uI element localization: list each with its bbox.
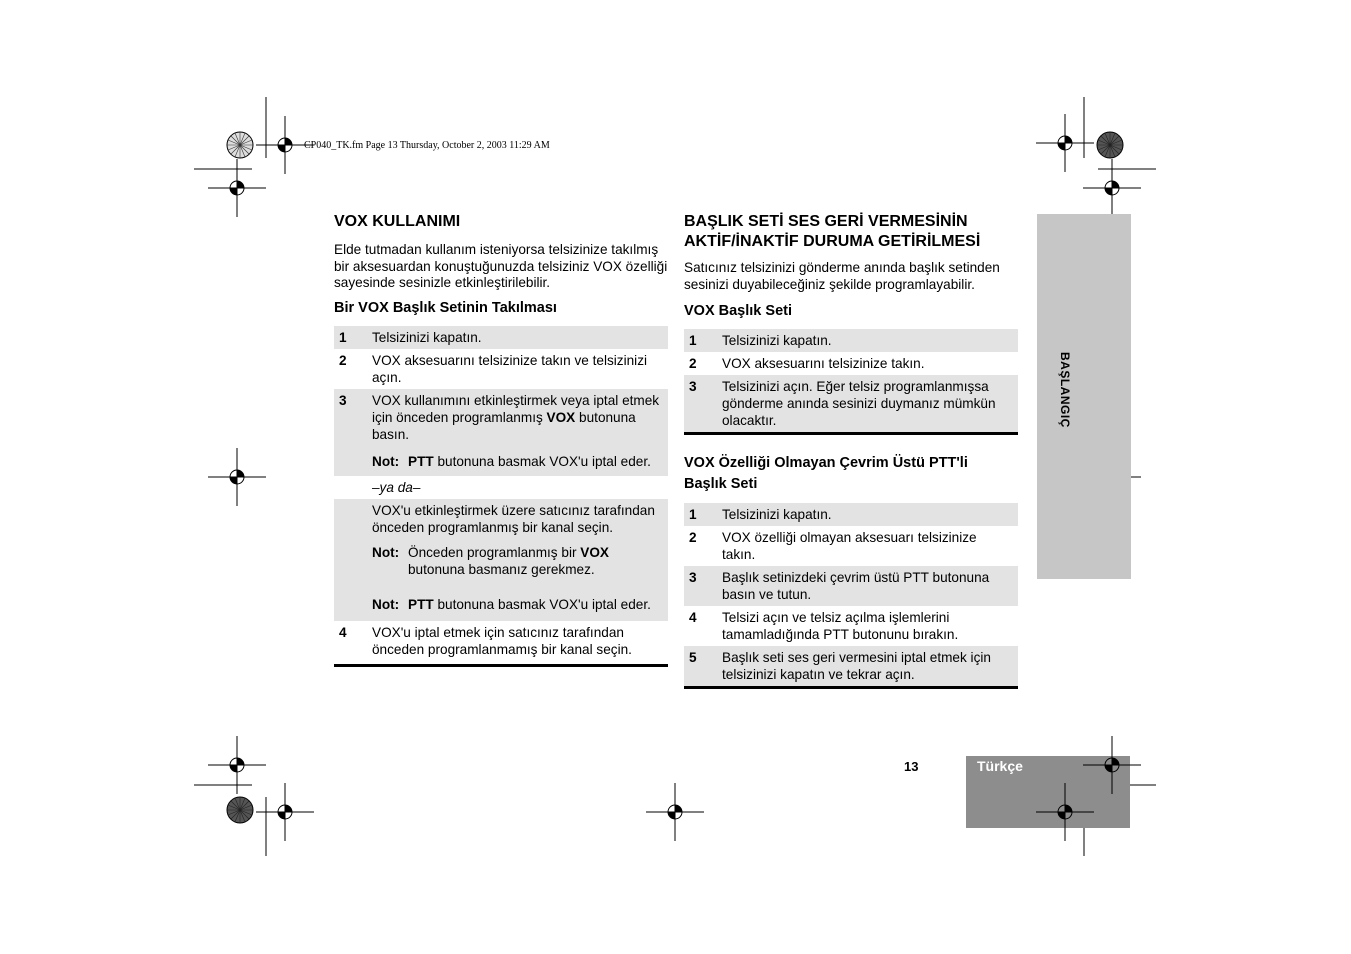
- step-number: 2: [689, 356, 697, 371]
- alt-text: VOX'u etkinleştirmek üzere satıcınız tarafından önceden programlanmış bir kanal seçin.: [372, 502, 655, 535]
- step-text: VOX aksesuarını telsizinize takın ve telsizinizi açın.: [372, 352, 648, 385]
- step-text: [372, 389, 668, 476]
- step-number: 3: [334, 389, 372, 476]
- note-text-part: butonuna basmak VOX'u iptal eder.: [433, 596, 651, 612]
- note-text: [408, 596, 651, 613]
- table-row: [334, 389, 668, 476]
- step-text: Telsizinizi açın. Eğer telsiz programlanmışsa gönderme anında sesinizi duymanız mümkün olacaktır.: [722, 375, 1018, 434]
- note-text-part: butonuna basmak VOX'u iptal eder.: [433, 453, 651, 469]
- step-text: Telsizi açın ve telsiz açılma işlemlerini tamamladığında PTT butonunu bırakın.: [722, 610, 959, 642]
- table-row: [684, 606, 1018, 646]
- right-column: [684, 212, 1018, 689]
- table-row: [684, 352, 1018, 375]
- note-text-part: butonuna basmanız gerekmez.: [408, 561, 595, 577]
- table-row: [684, 566, 1018, 606]
- step-text: VOX'u iptal etmek için satıcınız tarafından önceden programlanmamış bir kanal seçin.: [372, 621, 668, 666]
- file-info-header: CP040_TK.fm Page 13 Thursday, October 2, 2003 11:29 AM: [304, 140, 550, 151]
- table-row: [334, 621, 668, 666]
- note: [372, 596, 660, 613]
- side-tab-label: BAŞLANGIÇ: [1058, 352, 1072, 428]
- right-steps-table-1: [684, 329, 1018, 435]
- note: [372, 544, 660, 578]
- right-subtitle-2: VOX Özelliği Olmayan Çevrim Üstü PTT'li Başlık Seti: [684, 455, 968, 492]
- table-row: [684, 526, 1018, 566]
- step-text: Telsizinizi kapatın.: [722, 503, 1018, 526]
- step-number: 1: [334, 326, 372, 349]
- table-row: [334, 476, 668, 499]
- note-text-bold: VOX: [580, 544, 609, 560]
- step-number-empty: [334, 499, 372, 621]
- left-column: [334, 212, 668, 667]
- step-number: 1: [684, 503, 722, 526]
- table-row: [684, 646, 1018, 688]
- step-text-part: butonuna basın.: [372, 409, 636, 442]
- note-text-bold: PTT: [408, 596, 434, 612]
- note-label: Not:: [372, 544, 400, 560]
- step-text: Başlık seti ses geri vermesini iptal etmek için telsizinizi kapatın ve tekrar açın.: [722, 646, 1018, 688]
- table-row: [334, 349, 668, 389]
- table-row: [334, 499, 668, 621]
- note-text-part: Önceden programlanmış bir: [408, 544, 581, 560]
- step-number: 5: [684, 646, 722, 688]
- step-number: 1: [684, 329, 722, 352]
- step-text: Telsizinizi kapatın.: [722, 329, 1018, 352]
- step-number: 3: [684, 375, 722, 434]
- step-number-empty: [334, 476, 372, 499]
- left-section-title: VOX KULLANIMI: [334, 213, 461, 230]
- table-row: [334, 326, 668, 349]
- step-text: [372, 499, 668, 621]
- step-number: 4: [689, 610, 697, 625]
- step-text: Telsizinizi kapatın.: [372, 326, 668, 349]
- step-text: VOX aksesuarını telsizinize takın.: [722, 356, 925, 371]
- step-text-part: VOX kullanımını etkinleştirmek veya iptal etmek için önceden programlanmış: [372, 392, 660, 425]
- table-row: [684, 503, 1018, 526]
- step-number: 3: [684, 566, 722, 606]
- note-text-bold: PTT: [408, 453, 434, 469]
- step-number: 4: [334, 621, 372, 666]
- table-row: [684, 329, 1018, 352]
- right-subtitle-1: VOX Başlık Seti: [684, 303, 792, 319]
- page-number: 13: [904, 759, 919, 774]
- step-number: 2: [339, 352, 347, 368]
- or-text: –ya da–: [372, 479, 421, 495]
- step-text-bold: VOX: [546, 409, 576, 425]
- note-text: [408, 544, 660, 578]
- step-text: Başlık setinizdeki çevrim üstü PTT butonuna basın ve tutun.: [722, 566, 1018, 606]
- step-text: VOX özelliği olmayan aksesuarı telsizinize takın.: [722, 530, 977, 562]
- left-steps-table: [334, 326, 668, 667]
- note: [372, 453, 668, 470]
- note-label: Not:: [372, 453, 400, 469]
- left-intro: Elde tutmadan kullanım isteniyorsa telsizinize takılmış bir aksesuardan konuştuğunuzda telsiziniz VOX özelliği sayesinde sesinizle etkinleştirilebilir.: [334, 242, 668, 290]
- right-steps-table-2: [684, 503, 1018, 689]
- left-subtitle: Bir VOX Başlık Setinin Takılması: [334, 299, 557, 316]
- table-row: [684, 375, 1018, 434]
- note-label: Not:: [372, 596, 400, 612]
- step-number: 2: [689, 530, 697, 545]
- right-intro: Satıcınız telsizinizi gönderme anında başlık setinden sesinizi duyabileceğiniz şekilde programlayabilir.: [684, 260, 1000, 292]
- language-label: Türkçe: [977, 758, 1023, 774]
- right-section-title: BAŞLIK SETİ SES GERİ VERMESİNİN AKTİF/İNAKTİF DURUMA GETİRİLMESİ: [684, 213, 981, 250]
- note-text: [408, 453, 651, 470]
